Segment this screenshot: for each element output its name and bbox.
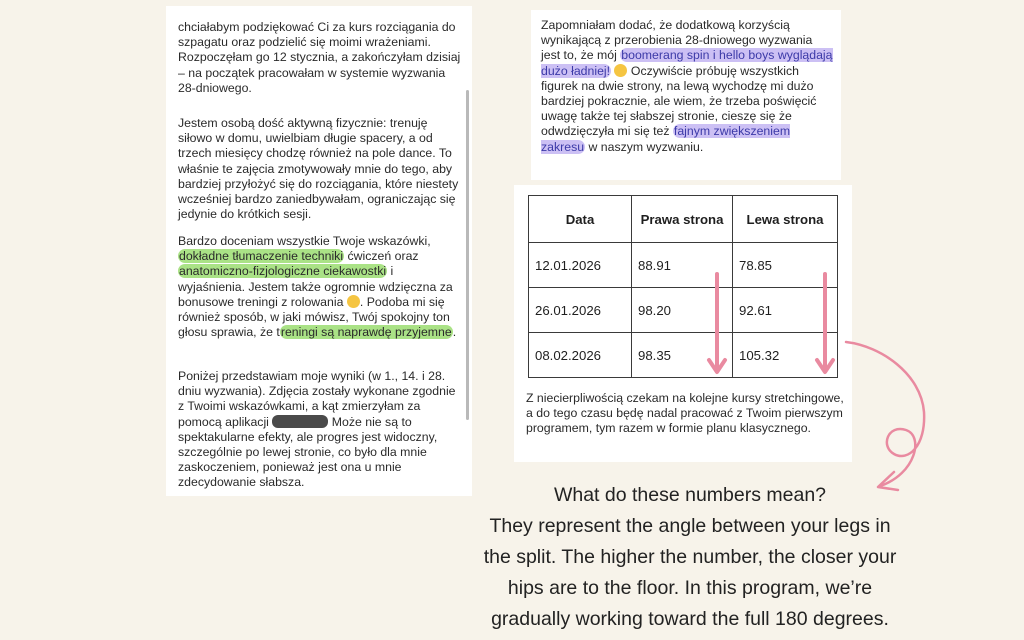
text-segment: ćwiczeń oraz bbox=[344, 249, 419, 264]
cell-date: 08.02.2026 bbox=[529, 333, 632, 378]
cell-right-side: 98.35 bbox=[632, 333, 733, 378]
cell-date: 26.01.2026 bbox=[529, 288, 632, 333]
text-segment: w naszym wyzwaniu. bbox=[585, 139, 704, 154]
column-header-right-side: Prawa strona bbox=[632, 196, 733, 243]
scrollbar[interactable] bbox=[466, 90, 469, 420]
arrow-down-right-column-icon bbox=[706, 272, 728, 378]
text-segment: Bardzo doceniam wszystkie Twoje wskazówki, bbox=[178, 234, 431, 248]
column-header-date: Data bbox=[529, 196, 632, 243]
paragraph-activity: Jestem osobą dość aktywną fizycznie: trenuję siłowo w domu, uwielbiam długie spacery, a od trzech miesięcy chodzę również na pole dance. To właśnie te zajęcia zmotywowały mnie do tego, aby bardziej przyłożyć się do rozciągania, które niestety wcześniej bardzo zaniedbywałam, ograniczając się jedynie do krótkich sesji. bbox=[178, 116, 459, 222]
cell-left-side: 92.61 bbox=[733, 288, 838, 333]
paragraph-results bbox=[178, 369, 462, 491]
paragraph-intro: chciałabym podziękować Ci za kurs rozciągania do szpagatu oraz podzielić się moimi wrażeniami. Rozpoczęłam go 12 stycznia, a zakończyłam dzisiaj – na początek pracowałam w systemie wyzwania 28-dniowego. bbox=[178, 20, 461, 95]
highlight-anatomy: anatomiczno-fizjologiczne ciekawostki bbox=[179, 264, 387, 279]
highlight-pleasant-trainings: reningi są naprawdę przyjemne bbox=[280, 325, 452, 340]
table-row bbox=[529, 288, 838, 333]
cell-date: 12.01.2026 bbox=[529, 243, 632, 288]
table-header-row bbox=[529, 196, 838, 243]
message-card-left bbox=[166, 6, 472, 496]
text-segment: . Podoba mi się również sposób, w jaki mówisz, Twój spokojny ton głosu sprawia, że t bbox=[178, 294, 450, 340]
caption-line: What do these numbers mean? bbox=[553, 484, 827, 506]
caption-line: hips are to the floor. In this program, we’re bbox=[507, 577, 873, 599]
text-segment: Zapomniałam dodać, że dodatkową korzyścią wynikającą z przerobienia 28-dniowego wyzwania jest to, że mój bbox=[541, 18, 813, 63]
cell-left-side: 105.32 bbox=[733, 333, 838, 378]
results-table-card bbox=[514, 185, 852, 462]
caption-line: gradually working toward the full 180 degrees. bbox=[491, 608, 889, 630]
text-segment: Poniżej przedstawiam moje wyniki (w 1., 14. i 28. dniu wyzwania). Zdjęcia zostały wykonane zgodnie z Twoimi wskazówkami, a kąt zmierzyłam za pomocą aplikacji bbox=[178, 369, 456, 429]
curved-arrow-icon bbox=[836, 334, 946, 494]
text-segment: i wyjaśnienia. Jestem także ogromnie wdzięczna za bonusowe treningi z rolowania bbox=[178, 264, 453, 309]
table-row bbox=[529, 243, 838, 288]
message-card-right bbox=[531, 10, 841, 180]
paragraph-appreciation bbox=[178, 234, 462, 340]
text-segment: Może nie są to spektakularne efekty, ale progres jest widoczny, szczególnie po lewej stronie, co było dla mnie zaskoczeniem, ponieważ jest ona u mnie zdecydowanie słabsza. bbox=[178, 414, 438, 490]
highlight-range: fajnym zwiększeniem zakresu bbox=[541, 124, 791, 154]
cell-right-side: 98.20 bbox=[632, 288, 733, 333]
cell-left-side: 78.85 bbox=[733, 243, 838, 288]
explanation-caption bbox=[440, 480, 940, 635]
column-header-left-side: Lewa strona bbox=[733, 196, 838, 243]
caption-line: They represent the angle between your legs in bbox=[489, 515, 891, 537]
caption-line: the split. The higher the number, the closer your bbox=[483, 546, 897, 568]
cell-right-side: 88.91 bbox=[632, 243, 733, 288]
redacted-app-name bbox=[272, 415, 328, 428]
table-row bbox=[529, 333, 838, 378]
smile-emoji-icon bbox=[347, 295, 360, 308]
paragraph-pole-dance bbox=[541, 18, 833, 155]
arrow-down-left-column-icon bbox=[814, 272, 836, 378]
highlight-technique: dokładne tłumaczenie techniki bbox=[179, 249, 344, 264]
text-segment: Oczywiście próbuję wszystkich figurek na dwie strony, na lewą wychodzę mi dużo bardziej pokracznie, ale wiem, że trzeba poświęcić uwagę także tej słabszej stronie, cieszę się że odwdzięczyła mi się też bbox=[541, 63, 817, 139]
smile-emoji-icon bbox=[614, 64, 627, 77]
table-note: Z niecierpliwością czekam na kolejne kursy stretchingowe, a do tego czasu będę nadal pracować z Twoim pierwszym programem, tym razem w formie planu klasycznego. bbox=[526, 391, 844, 436]
text-segment: . bbox=[452, 325, 457, 340]
highlight-pole-figures: boomerang spin i hello boys wyglądają dużo ładniej! bbox=[541, 48, 833, 78]
results-table bbox=[528, 195, 838, 378]
